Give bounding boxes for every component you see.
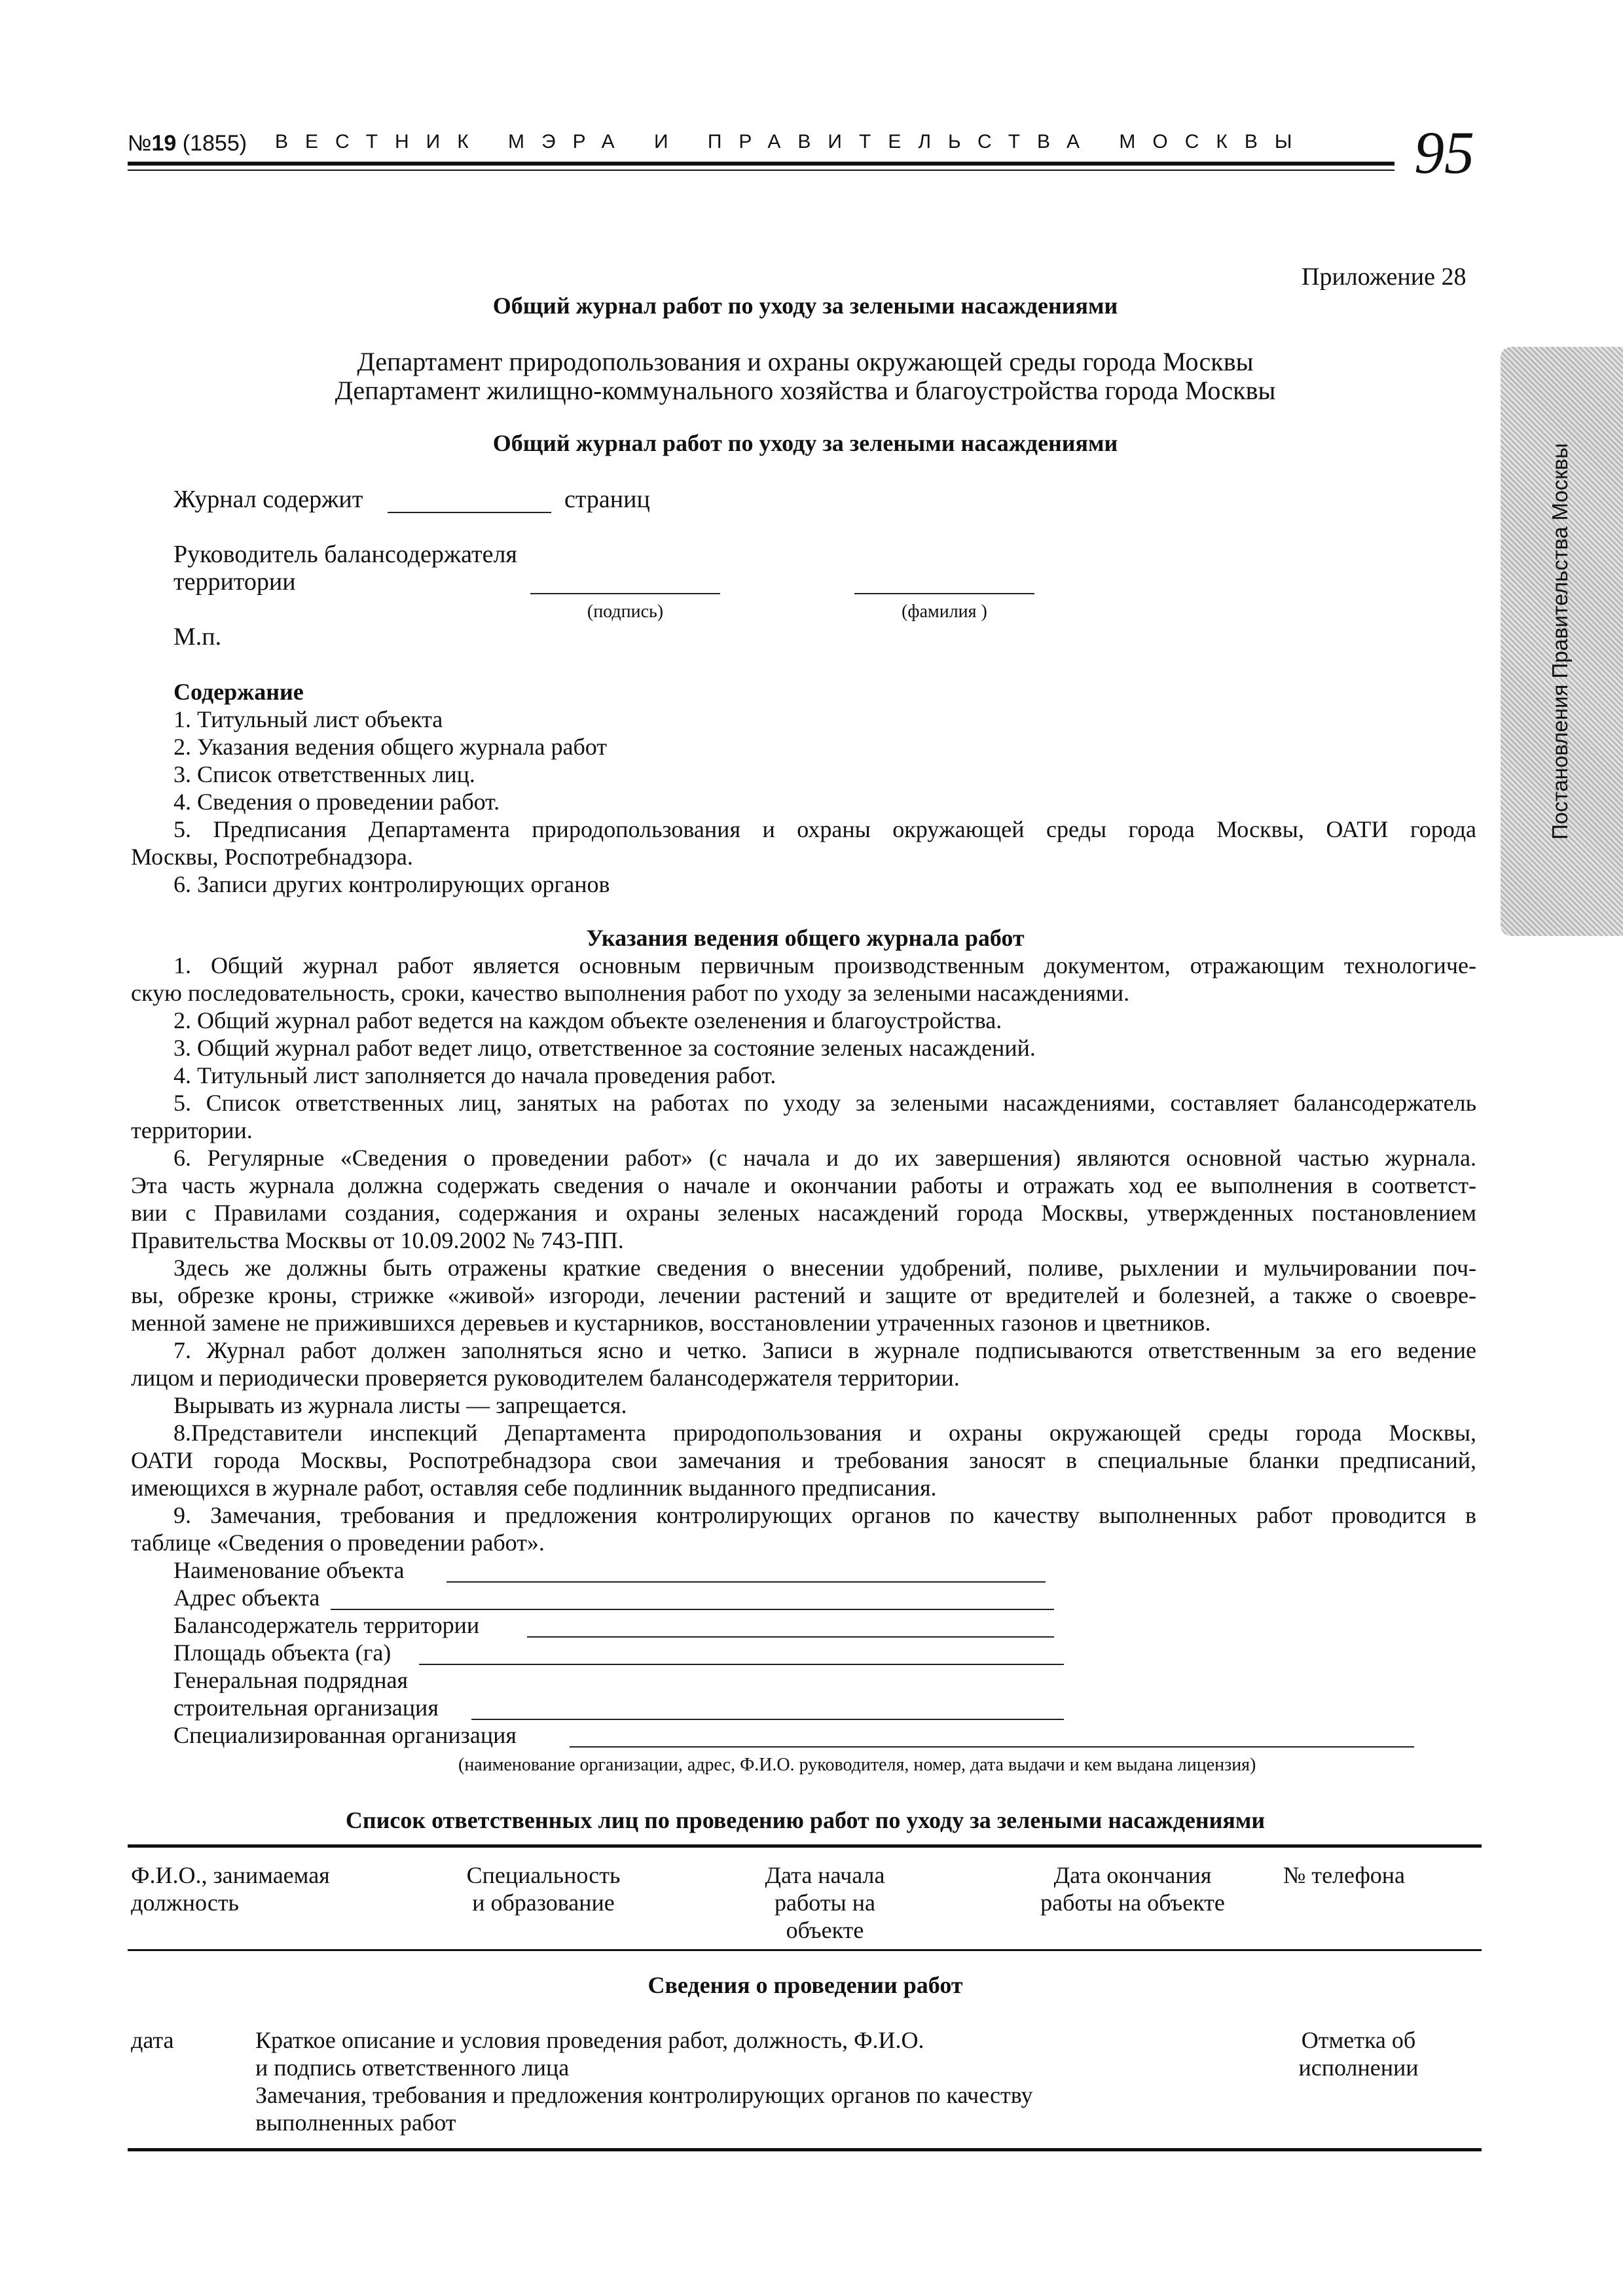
instruction-line: 6. Регулярные «Сведения о проведении работ» (с начала и до их завершения) являются основной частью журнала. — [173, 1145, 1476, 1171]
instruction-line: 4. Титульный лист заполняется до начала проведения работ. — [173, 1062, 776, 1088]
signature-blank — [530, 593, 720, 594]
header-rule-thick — [128, 162, 1395, 166]
column-header-end-date — [995, 1861, 1270, 1916]
contents-item-continued: Москвы, Роспотребнадзора. — [131, 844, 413, 870]
column-header-line: Дата окончания — [1053, 1862, 1212, 1888]
object-address-label: Адрес объекта — [173, 1585, 320, 1611]
column-header-line: Специальность — [466, 1862, 621, 1888]
contractor-blank — [471, 1719, 1064, 1720]
responsible-table-heading: Список ответственных лиц по проведению работ по уходу за зелеными насаждениями — [345, 1807, 1266, 1833]
contractor-label: Генеральная подрядная — [173, 1667, 408, 1693]
journal-contains-suffix: страниц — [564, 486, 650, 513]
instruction-line: лицом и периодически проверяется руководителем балансодержателя территории. — [131, 1365, 960, 1391]
instruction-line: Здесь же должны быть отражены краткие сведения о внесении удобрений, поливе, рыхлении и мульчировании поч- — [173, 1255, 1476, 1281]
object-address-blank — [331, 1609, 1054, 1610]
instruction-line: Эта часть журнала должна содержать сведения о начале и окончании работы и отражать ход ее выполнения в соответст- — [131, 1172, 1476, 1198]
head-of-holder-label: Руководитель балансодержателя — [173, 541, 517, 568]
works-table-bottom-rule — [128, 2148, 1482, 2151]
column-header-date: дата — [131, 2027, 174, 2053]
column-header-line: работы на объекте — [1040, 1890, 1225, 1916]
contents-item: 4. Сведения о проведении работ. — [173, 789, 500, 815]
instruction-line: 8.Представители инспекций Департамента природопользования и охраны окружающей среды города Москвы, — [173, 1420, 1476, 1446]
contents-item: 2. Указания ведения общего журнала работ — [173, 734, 608, 760]
journal-title: ВЕСТНИК МЭРА И ПРАВИТЕЛЬСТВА МОСКВЫ — [275, 131, 1309, 152]
section-side-tab-label: Постановления Правительства Москвы — [1548, 443, 1572, 840]
department-1: Департамент природопользования и охраны окружающей среды города Москвы — [357, 347, 1254, 376]
instruction-line: территории. — [131, 1117, 253, 1143]
responsible-table-bottom-rule — [128, 1949, 1482, 1951]
instruction-line: вы, обрезке кроны, стрижке «живой» изгороди, лечении растений и защите от вредителей и болезней, а также о своевре- — [131, 1282, 1476, 1308]
specialized-org-blank — [570, 1746, 1414, 1748]
column-header-line: Ф.И.О., занимаемая — [131, 1862, 330, 1888]
contents-item: 6. Записи других контролирующих органов — [173, 871, 610, 897]
instruction-line: таблице «Сведения о проведении работ». — [131, 1530, 545, 1556]
appendix-label: Приложение 28 — [1302, 263, 1467, 291]
column-header-line: исполнении — [1298, 2054, 1419, 2081]
column-header-start-date — [694, 1861, 956, 1944]
journal-contains-label: Журнал содержит — [173, 486, 363, 513]
surname-caption: (фамилия ) — [902, 601, 987, 622]
instruction-line: вии с Правилами создания, содержания и охраны зеленых насаждений города Москвы, утвержденных постановлением — [131, 1200, 1476, 1226]
instruction-line: скую последовательность, сроки, качество выполнения работ по уходу за зелеными насаждениями. — [131, 980, 1130, 1006]
instruction-line: 5. Список ответственных лиц, занятых на работах по уходу за зелеными насаждениями, составляет балансодержатель — [173, 1090, 1476, 1116]
instructions-heading: Указания ведения общего журнала работ — [586, 925, 1025, 951]
specialized-org-caption: (наименование организации, адрес, Ф.И.О. руководителя, номер, дата выдачи и кем выдана лицензия) — [458, 1755, 1256, 1775]
specialized-org-label: Специализированная организация — [173, 1722, 517, 1748]
column-header-name — [131, 1861, 330, 1916]
instruction-line: Правительства Москвы от 10.09.2002 № 743-ПП. — [131, 1227, 624, 1253]
column-header-line: № телефона — [1283, 1862, 1406, 1888]
column-header-completion-mark — [1264, 2026, 1453, 2081]
object-name-label: Наименование объекта — [173, 1557, 405, 1583]
instruction-line: 3. Общий журнал работ ведет лицо, ответственное за состояние зеленых насаждений. — [173, 1035, 1036, 1061]
object-name-blank — [447, 1581, 1046, 1583]
stamp-label: М.п. — [173, 623, 222, 651]
contents-item: 1. Титульный лист объекта — [173, 706, 443, 732]
instruction-line: менной замене не прижившихся деревьев и кустарников, восстановлении утраченных газонов и цветников. — [131, 1310, 1211, 1336]
column-header-line: Дата начала — [765, 1862, 885, 1888]
instruction-line: 9. Замечания, требования и предложения контролирующих органов по качеству выполненных работ проводится в — [173, 1502, 1476, 1528]
contractor-label-2: строительная организация — [173, 1695, 439, 1721]
column-header-specialty — [419, 1861, 668, 1916]
instruction-line: имеющихся в журнале работ, оставляя себе подлинник выданного предписания. — [131, 1475, 937, 1501]
column-header-line: выполненных работ — [255, 2109, 456, 2136]
issue-number — [128, 131, 247, 156]
head-of-holder-label-2: территории — [173, 568, 296, 596]
instruction-line: 2. Общий журнал работ ведется на каждом объекте озеленения и благоустройства. — [173, 1007, 1002, 1033]
instruction-line: Вырывать из журнала листы — запрещается. — [173, 1392, 627, 1418]
page-number: 95 — [1414, 119, 1474, 186]
column-header-line: Замечания, требования и предложения контролирующих органов по качеству — [255, 2082, 1033, 2108]
holder-blank — [527, 1636, 1054, 1638]
surname-blank — [854, 593, 1034, 594]
contents-item: 3. Список ответственных лиц. — [173, 761, 475, 787]
header-rule-thin — [128, 170, 1395, 171]
object-area-blank — [419, 1664, 1064, 1665]
document-title: Общий журнал работ по уходу за зелеными насаждениями — [492, 293, 1118, 319]
responsible-table-top-rule — [128, 1844, 1482, 1848]
instruction-line: 7. Журнал работ должен заполняться ясно и четко. Записи в журнале подписываются ответственным за его ведение — [173, 1337, 1476, 1363]
holder-label: Балансодержатель территории — [173, 1612, 480, 1638]
contents-heading: Содержание — [173, 679, 304, 705]
column-header-description — [255, 2026, 1032, 2136]
column-header-line: объекте — [786, 1917, 864, 1943]
issue-total: (1855) — [182, 131, 247, 156]
column-header-line: Краткое описание и условия проведения работ, должность, Ф.И.О. — [255, 2027, 924, 2053]
column-header-line: и подпись ответственного лица — [255, 2054, 570, 2081]
page-count-blank — [388, 512, 551, 513]
column-header-line: Отметка об — [1301, 2027, 1416, 2053]
department-2: Департамент жилищно-коммунального хозяйства и благоустройства города Москвы — [335, 376, 1276, 405]
journal-title-main: Общий журнал работ по уходу за зелеными насаждениями — [492, 430, 1118, 456]
contents-item: 5. Предписания Департамента природопользования и охраны окружающей среды города Москвы, ОАТИ города — [173, 816, 1476, 842]
column-header-line: должность — [131, 1890, 239, 1916]
column-header-line: работы на — [775, 1890, 875, 1916]
column-header-line: и образование — [472, 1890, 615, 1916]
issue-prefix: № — [128, 131, 152, 156]
signature-caption: (подпись) — [587, 601, 664, 622]
instruction-line: ОАТИ города Москвы, Роспотребнадзора свои замечания и требования заносят в специальные бланки предписаний, — [131, 1447, 1476, 1473]
instruction-line: 1. Общий журнал работ является основным первичным производственным документом, отражающим технологиче- — [173, 952, 1476, 978]
works-table-heading: Сведения о проведении работ — [647, 1972, 963, 1998]
object-area-label: Площадь объекта (га) — [173, 1640, 392, 1666]
column-header-phone — [1283, 1861, 1405, 1889]
issue-number-value: 19 — [151, 131, 177, 156]
